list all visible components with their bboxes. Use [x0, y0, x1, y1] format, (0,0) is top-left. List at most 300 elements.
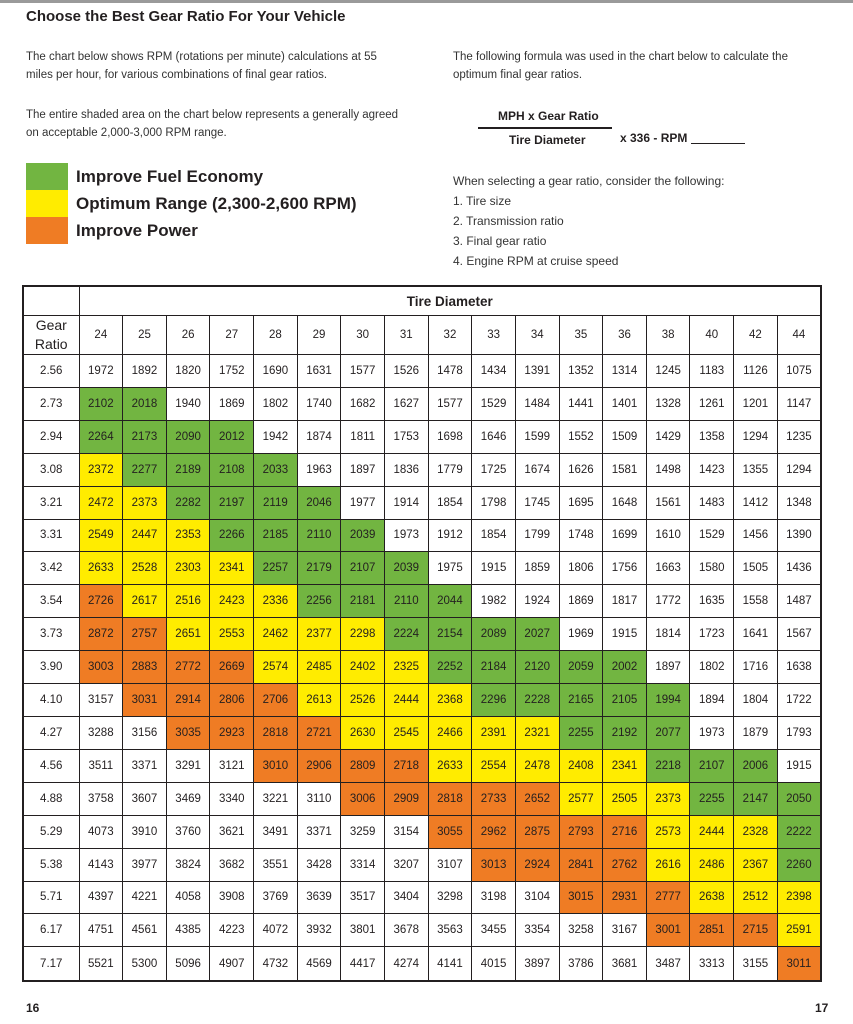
rpm-cell: 2591: [777, 914, 821, 947]
tire-diameter-column-header: 40: [690, 316, 734, 355]
rpm-cell: 1478: [428, 355, 472, 388]
rpm-cell: 2336: [254, 585, 298, 618]
rpm-cell: 3517: [341, 881, 385, 914]
rpm-cell: 3371: [297, 815, 341, 848]
rpm-cell: 3055: [428, 815, 472, 848]
gear-ratio-cell: 2.56: [23, 355, 79, 388]
rpm-cell: 1498: [646, 453, 690, 486]
rpm-cell: 1798: [472, 486, 516, 519]
rpm-cell: 2266: [210, 519, 254, 552]
rpm-cell: 1793: [777, 716, 821, 749]
rpm-cell: 1577: [428, 387, 472, 420]
rpm-cell: 1874: [297, 420, 341, 453]
gear-ratio-cell: 3.54: [23, 585, 79, 618]
legend-label: Improve Fuel Economy: [76, 166, 264, 186]
tire-diameter-column-header: 36: [603, 316, 647, 355]
rpm-cell: 1558: [734, 585, 778, 618]
rpm-cell: 3428: [297, 848, 341, 881]
gear-ratio-cell: 4.27: [23, 716, 79, 749]
legend-item-optimum-range: [26, 190, 357, 217]
rpm-cell: 2757: [123, 618, 167, 651]
rpm-cell: 1487: [777, 585, 821, 618]
rpm-cell: 2256: [297, 585, 341, 618]
rpm-cell: 1314: [603, 355, 647, 388]
rpm-cell: 2120: [515, 651, 559, 684]
rpm-cell: 1723: [690, 618, 734, 651]
rpm-cell: 1610: [646, 519, 690, 552]
rpm-cell: 2181: [341, 585, 385, 618]
rpm-cell: 1391: [515, 355, 559, 388]
rpm-cell: 4073: [79, 815, 123, 848]
rpm-cell: 2398: [777, 881, 821, 914]
rpm-cell: 4141: [428, 947, 472, 981]
page-title: Choose the Best Gear Ratio For Your Vehicle: [26, 8, 346, 25]
tire-diameter-column-header: 26: [166, 316, 210, 355]
rpm-cell: 1505: [734, 552, 778, 585]
table-row: [23, 486, 821, 519]
rpm-cell: 2793: [559, 815, 603, 848]
rpm-cell: 2303: [166, 552, 210, 585]
rpm-cell: 3155: [734, 947, 778, 981]
rpm-cell: 1752: [210, 355, 254, 388]
rpm-cell: 2372: [79, 453, 123, 486]
legend-item-power: [26, 217, 357, 244]
tire-diameter-column-header: 25: [123, 316, 167, 355]
rpm-cell: 2962: [472, 815, 516, 848]
tire-diameter-column-header: 44: [777, 316, 821, 355]
rpm-cell: 2277: [123, 453, 167, 486]
rpm-cell: 2444: [384, 684, 428, 717]
rpm-cell: 1942: [254, 420, 298, 453]
rpm-cell: 3157: [79, 684, 123, 717]
gear-ratio-cell: 2.94: [23, 420, 79, 453]
rpm-cell: 3682: [210, 848, 254, 881]
rpm-cell: 2107: [690, 749, 734, 782]
rpm-cell: 3469: [166, 782, 210, 815]
rpm-cell: 1441: [559, 387, 603, 420]
intro-paragraph-rpm: The chart below shows RPM (rotations per minute) calculations at 55 miles per hour, for various combinations of final gear ratios.: [26, 51, 377, 81]
gear-ratio-cell: 3.42: [23, 552, 79, 585]
rpm-cell: 3314: [341, 848, 385, 881]
rpm-cell: 3511: [79, 749, 123, 782]
rpm-cell: 2485: [297, 651, 341, 684]
rpm-cell: 3003: [79, 651, 123, 684]
rpm-cell: 2255: [690, 782, 734, 815]
rpm-cell: 1940: [166, 387, 210, 420]
rpm-cell: 2018: [123, 387, 167, 420]
rpm-cell: 3491: [254, 815, 298, 848]
rpm-cell: 2931: [603, 881, 647, 914]
column-header-row: [23, 316, 821, 355]
table-row: [23, 782, 821, 815]
gear-ratio-cell: 4.88: [23, 782, 79, 815]
rpm-cell: 2447: [123, 519, 167, 552]
gear-ratio-cell: 4.10: [23, 684, 79, 717]
rpm-cell: 1977: [341, 486, 385, 519]
rpm-cell: 1423: [690, 453, 734, 486]
rpm-cell: 2914: [166, 684, 210, 717]
considerations-list: [453, 171, 724, 271]
rpm-cell: 1412: [734, 486, 778, 519]
rpm-cell: 4274: [384, 947, 428, 981]
rpm-cell: 2630: [341, 716, 385, 749]
rpm-cell: 2486: [690, 848, 734, 881]
gear-ratio-cell: 2.73: [23, 387, 79, 420]
rpm-cell: 2105: [603, 684, 647, 717]
legend-label: Improve Power: [76, 220, 198, 240]
rpm-cell: 2033: [254, 453, 298, 486]
rpm-cell: 4143: [79, 848, 123, 881]
rpm-cell: 2110: [384, 585, 428, 618]
table-row: [23, 420, 821, 453]
rpm-cell: 1434: [472, 355, 516, 388]
rpm-cell: 1294: [777, 453, 821, 486]
formula-fraction-bar: [478, 127, 612, 129]
rpm-cell: 1994: [646, 684, 690, 717]
tire-diameter-column-header: 38: [646, 316, 690, 355]
rpm-cell: 2368: [428, 684, 472, 717]
rpm-cell: 2924: [515, 848, 559, 881]
rpm-cell: 2173: [123, 420, 167, 453]
rpm-cell: 2039: [384, 552, 428, 585]
rpm-cell: 2505: [603, 782, 647, 815]
rpm-cell: 3104: [515, 881, 559, 914]
table-row: [23, 716, 821, 749]
rpm-cell: 3031: [123, 684, 167, 717]
rpm-cell: 1817: [603, 585, 647, 618]
rpm-cell: 2147: [734, 782, 778, 815]
rpm-cell: 2252: [428, 651, 472, 684]
table-row: [23, 355, 821, 388]
rpm-cell: 2553: [210, 618, 254, 651]
gear-ratio-cell: 7.17: [23, 947, 79, 981]
consideration-item: 4. Engine RPM at cruise speed: [453, 254, 619, 268]
rpm-cell: 1894: [690, 684, 734, 717]
rpm-cell: 1725: [472, 453, 516, 486]
rpm-cell: 1183: [690, 355, 734, 388]
rpm-cell: 3340: [210, 782, 254, 815]
rpm-cell: 1328: [646, 387, 690, 420]
rpm-cell: 1635: [690, 585, 734, 618]
rpm-cell: 1648: [603, 486, 647, 519]
rpm-cell: 3035: [166, 716, 210, 749]
rpm-cell: 2090: [166, 420, 210, 453]
rpm-cell: 2466: [428, 716, 472, 749]
rpm-cell: 2577: [559, 782, 603, 815]
rpm-cell: 1802: [254, 387, 298, 420]
rpm-cell: 2102: [79, 387, 123, 420]
top-rule: [0, 0, 853, 3]
rpm-cell: 2264: [79, 420, 123, 453]
rpm-cell: 2341: [603, 749, 647, 782]
rpm-cell: 2777: [646, 881, 690, 914]
rpm-cell: 1699: [603, 519, 647, 552]
rpm-cell: 2189: [166, 453, 210, 486]
rpm-cell: 2841: [559, 848, 603, 881]
rpm-cell: 3006: [341, 782, 385, 815]
rpm-cell: 2528: [123, 552, 167, 585]
table-row: [23, 519, 821, 552]
rpm-cell: 3198: [472, 881, 516, 914]
gear-ratio-cell: 5.29: [23, 815, 79, 848]
rpm-cell: 1915: [472, 552, 516, 585]
rpm-cell: 1355: [734, 453, 778, 486]
rpm-cell: 3487: [646, 947, 690, 981]
rpm-cell: 2462: [254, 618, 298, 651]
rpm-cell: 2883: [123, 651, 167, 684]
rpm-cell: 2402: [341, 651, 385, 684]
formula-numerator: MPH x Gear Ratio: [498, 109, 599, 123]
rpm-cell: 2089: [472, 618, 516, 651]
rpm-cell: 3621: [210, 815, 254, 848]
table-row: [23, 749, 821, 782]
rpm-cell: 1915: [603, 618, 647, 651]
rpm-cell: 3110: [297, 782, 341, 815]
rpm-cell: 2341: [210, 552, 254, 585]
rpm-cell: 1261: [690, 387, 734, 420]
rpm-cell: 2184: [472, 651, 516, 684]
consideration-item: 1. Tire size: [453, 194, 512, 208]
rpm-cell: 2296: [472, 684, 516, 717]
rpm-cell: 3404: [384, 881, 428, 914]
rpm-cell: 1982: [472, 585, 516, 618]
tire-diameter-column-header: 28: [254, 316, 298, 355]
rpm-cell: 1509: [603, 420, 647, 453]
rpm-cell: 2652: [515, 782, 559, 815]
rpm-cell: 2545: [384, 716, 428, 749]
rpm-cell: 3207: [384, 848, 428, 881]
tire-diameter-column-header: 42: [734, 316, 778, 355]
rpm-cell: 3156: [123, 716, 167, 749]
rpm-cell: 2165: [559, 684, 603, 717]
rpm-cell: 3681: [603, 947, 647, 981]
rpm-cell: 3107: [428, 848, 472, 881]
legend-swatch-green: [26, 163, 68, 190]
rpm-cell: 1581: [603, 453, 647, 486]
table-row: [23, 947, 821, 981]
tire-diameter-column-header: 31: [384, 316, 428, 355]
rpm-cell: 1235: [777, 420, 821, 453]
rpm-cell: 4397: [79, 881, 123, 914]
rpm-cell: 2377: [297, 618, 341, 651]
rpm-cell: 1201: [734, 387, 778, 420]
rpm-cell: 2228: [515, 684, 559, 717]
rpm-cell: 4732: [254, 947, 298, 981]
gear-ratio-cell: 3.73: [23, 618, 79, 651]
rpm-cell: 2077: [646, 716, 690, 749]
rpm-cell: 5521: [79, 947, 123, 981]
rpm-cell: 3221: [254, 782, 298, 815]
rpm-cell: 1580: [690, 552, 734, 585]
rpm-cell: 1811: [341, 420, 385, 453]
color-legend: [26, 163, 357, 244]
rpm-cell: 1854: [428, 486, 472, 519]
rpm-cell: 1802: [690, 651, 734, 684]
rpm-cell: 1663: [646, 552, 690, 585]
rpm-cell: 3786: [559, 947, 603, 981]
rpm-cell: 1814: [646, 618, 690, 651]
table-row: [23, 552, 821, 585]
rpm-cell: 2772: [166, 651, 210, 684]
rpm-cell: 1869: [210, 387, 254, 420]
rpm-cell: 1690: [254, 355, 298, 388]
rpm-cell: 3167: [603, 914, 647, 947]
rpm-cell: 4072: [254, 914, 298, 947]
rpm-cell: 1641: [734, 618, 778, 651]
rpm-cell: 2050: [777, 782, 821, 815]
rpm-cell: 4751: [79, 914, 123, 947]
table-row: [23, 585, 821, 618]
rpm-cell: 1577: [341, 355, 385, 388]
gear-ratio-table: [22, 285, 822, 982]
page-number-left: 16: [26, 1001, 40, 1015]
rpm-cell: 1638: [777, 651, 821, 684]
rpm-cell: 3563: [428, 914, 472, 947]
rpm-cell: 2633: [79, 552, 123, 585]
rpm-cell: 4561: [123, 914, 167, 947]
rpm-cell: 2321: [515, 716, 559, 749]
rpm-cell: 4385: [166, 914, 210, 947]
rpm-cell: 2923: [210, 716, 254, 749]
rpm-cell: 2809: [341, 749, 385, 782]
table-row: [23, 684, 821, 717]
rpm-cell: 2512: [734, 881, 778, 914]
tire-diameter-column-header: 32: [428, 316, 472, 355]
rpm-cell: 2367: [734, 848, 778, 881]
rpm-cell: 2616: [646, 848, 690, 881]
rpm-cell: 1599: [515, 420, 559, 453]
rpm-cell: 1529: [472, 387, 516, 420]
rpm-cell: 1879: [734, 716, 778, 749]
rpm-cell: 1745: [515, 486, 559, 519]
rpm-cell: 1973: [384, 519, 428, 552]
rpm-cell: 3291: [166, 749, 210, 782]
rpm-cell: 1484: [515, 387, 559, 420]
rpm-cell: 3639: [297, 881, 341, 914]
rpm-cell: 1567: [777, 618, 821, 651]
tire-diameter-header: Tire Diameter: [79, 286, 821, 316]
rpm-cell: 2715: [734, 914, 778, 947]
rpm-cell: 2818: [428, 782, 472, 815]
rpm-cell: 1126: [734, 355, 778, 388]
rpm-cell: 2282: [166, 486, 210, 519]
page-number-right: 17: [815, 1001, 829, 1015]
rpm-cell: 2726: [79, 585, 123, 618]
tire-diameter-column-header: 27: [210, 316, 254, 355]
rpm-cell: 2549: [79, 519, 123, 552]
rpm-cell: 2255: [559, 716, 603, 749]
tire-diameter-column-header: 35: [559, 316, 603, 355]
rpm-cell: 2875: [515, 815, 559, 848]
rpm-cell: 1799: [515, 519, 559, 552]
rpm-cell: 1969: [559, 618, 603, 651]
rpm-cell: 2373: [646, 782, 690, 815]
rpm-cell: 2444: [690, 815, 734, 848]
rpm-cell: 1897: [646, 651, 690, 684]
rpm-cell: 1869: [559, 585, 603, 618]
rpm-cell: 1646: [472, 420, 516, 453]
rpm-cell: 2818: [254, 716, 298, 749]
rpm-cell: 2733: [472, 782, 516, 815]
legend-swatch-yellow: [26, 190, 68, 217]
rpm-cell: 2526: [341, 684, 385, 717]
rpm-cell: 2197: [210, 486, 254, 519]
formula-blank-line: [691, 143, 745, 144]
rpm-cell: 1561: [646, 486, 690, 519]
table-row: [23, 815, 821, 848]
rpm-cell: 1914: [384, 486, 428, 519]
legend-item-fuel-economy: [26, 163, 357, 190]
rpm-cell: 3455: [472, 914, 516, 947]
rpm-cell: 1722: [777, 684, 821, 717]
rpm-cell: 2573: [646, 815, 690, 848]
rpm-cell: 3678: [384, 914, 428, 947]
rpm-cell: 2617: [123, 585, 167, 618]
rpm-cell: 2909: [384, 782, 428, 815]
rpm-cell: 2027: [515, 618, 559, 651]
rpm-cell: 1972: [79, 355, 123, 388]
rpm-cell: 2328: [734, 815, 778, 848]
rpm-cell: 1626: [559, 453, 603, 486]
rpm-cell: 1748: [559, 519, 603, 552]
rpm-cell: 3801: [341, 914, 385, 947]
rpm-cell: 2006: [734, 749, 778, 782]
rpm-cell: 3015: [559, 881, 603, 914]
rpm-cell: 1429: [646, 420, 690, 453]
rpm-cell: 5300: [123, 947, 167, 981]
rpm-cell: 2012: [210, 420, 254, 453]
gear-ratio-cell: 3.08: [23, 453, 79, 486]
consideration-item: 2. Transmission ratio: [453, 214, 564, 228]
rpm-cell: 1892: [123, 355, 167, 388]
rpm-cell: 1401: [603, 387, 647, 420]
rpm-cell: 3758: [79, 782, 123, 815]
rpm-cell: 1806: [559, 552, 603, 585]
table-row: [23, 651, 821, 684]
rpm-cell: 1627: [384, 387, 428, 420]
rpm-cell: 3760: [166, 815, 210, 848]
rpm-cell: 1963: [297, 453, 341, 486]
rpm-cell: 1740: [297, 387, 341, 420]
rpm-cell: 2179: [297, 552, 341, 585]
rpm-cell: 1975: [428, 552, 472, 585]
table-body: [23, 355, 821, 982]
table-title-row: [23, 286, 821, 316]
rpm-cell: 2260: [777, 848, 821, 881]
rpm-cell: 3011: [777, 947, 821, 981]
rpm-cell: 2107: [341, 552, 385, 585]
rpm-cell: 4569: [297, 947, 341, 981]
rpm-cell: 3910: [123, 815, 167, 848]
rpm-cell: 3298: [428, 881, 472, 914]
gear-ratio-cell: 3.90: [23, 651, 79, 684]
rpm-cell: 2516: [166, 585, 210, 618]
rpm-cell: 1859: [515, 552, 559, 585]
rpm-cell: 1716: [734, 651, 778, 684]
rpm-cell: 1695: [559, 486, 603, 519]
table-row: [23, 618, 821, 651]
tire-diameter-column-header: 24: [79, 316, 123, 355]
rpm-cell: 2044: [428, 585, 472, 618]
rpm-cell: 1348: [777, 486, 821, 519]
rpm-cell: 2353: [166, 519, 210, 552]
rpm-cell: 2391: [472, 716, 516, 749]
rpm-cell: 2716: [603, 815, 647, 848]
rpm-cell: 3259: [341, 815, 385, 848]
rpm-cell: 2373: [123, 486, 167, 519]
rpm-cell: 2762: [603, 848, 647, 881]
rpm-cell: 2872: [79, 618, 123, 651]
